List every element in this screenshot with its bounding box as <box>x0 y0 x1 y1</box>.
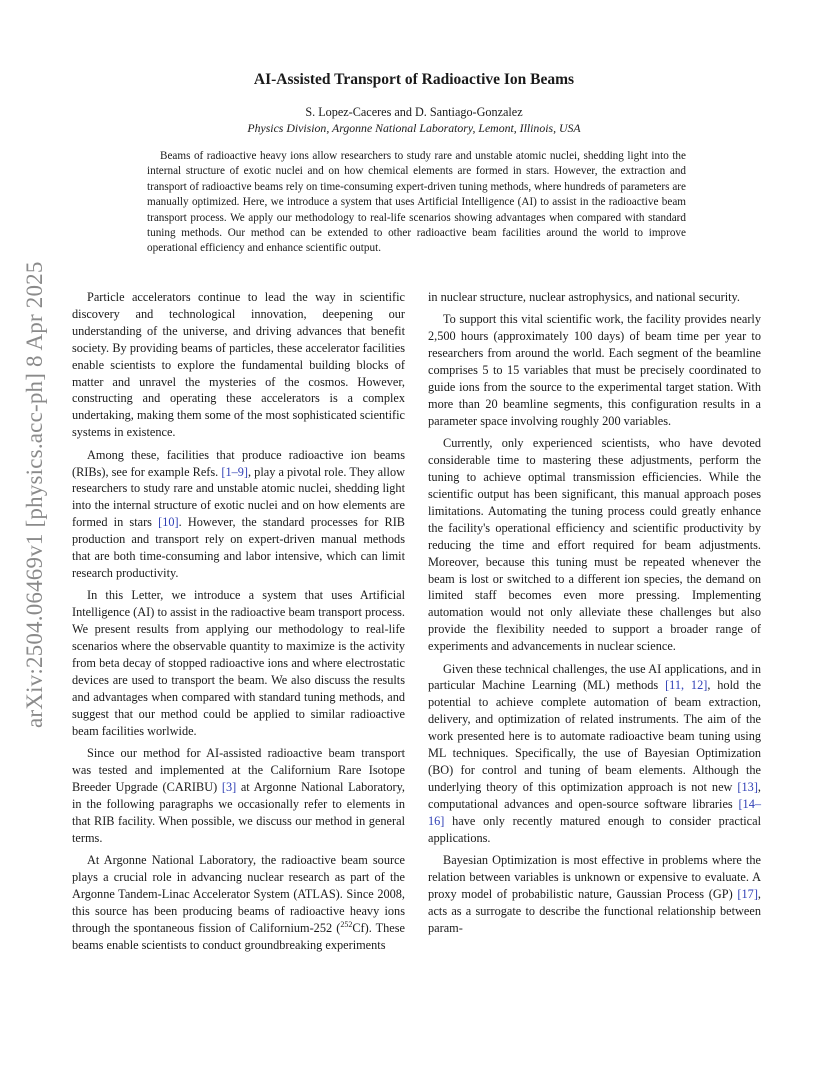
text: at Argonne National Laboratory, in the following paragraphs we occasionally refer to elements in that RIB facility. When possible, we discuss our method in general terms. <box>72 779 406 845</box>
text: have only recently matured enough to consider practical applications. <box>428 813 761 845</box>
text: At Argonne National Laboratory, the radioactive beam source plays a crucial role in advancing nuclear research as part of the Argonne Tandem-Linac Accelerator System (ATLAS). Since 2008, this source has been producing beams of radioactive heavy ions through the spontaneous fission of Californium-252 ( <box>72 853 405 935</box>
left-column <box>72 289 405 959</box>
paragraph: In this Letter, we introduce a system that uses Artificial Intelligence (AI) to assist in the radioactive beam transport process. We present results from applying our methodology to real-life scenarios where the observable quantity to maximize is the activity from beta decay of stopped radioactive ions and where electrostatic devices are used to transport the beam. We also discuss the results and advantages when compared with standard tuning methods, and suggest that our method could be applied to similar radioactive beam facilities worlwide. <box>72 588 405 738</box>
text: Given these technical challenges, the use AI applications, and in particular Machine Learning (ML) methods <box>428 661 761 693</box>
text: Bayesian Optimization is most effective in problems where the relation between variables is unknown or expensive to evaluate. A proxy model of probabilistic nature, Gaussian Process (GP) <box>428 853 761 901</box>
text: , hold the potential to achieve complete automation of beam extraction, delivery, and optimization of related instruments. The aim of the work presented here is to automate radioactive beam tuning using ML techniques. Specifically, the use of Bayesian Optimization (BO) for control and tuning of beam elements. Although the underlying theory of this optimization approach is not new <box>428 678 762 794</box>
text: Cf). These beams enable scientists to conduct groundbreaking experiments <box>72 920 405 952</box>
text: , acts as a surrogate to describe the functional relationship between param- <box>428 886 761 935</box>
text: , play a pivotal role. They allow researchers to study rare and unstable atomic nuclei, shedding light into the internal structure of exotic nuclei and on how elements are formed in stars <box>72 464 406 530</box>
citation-link[interactable]: [13] <box>737 779 758 794</box>
right-column <box>428 289 761 942</box>
paragraph <box>72 447 405 582</box>
paragraph: in nuclear structure, nuclear astrophysics, and national security. <box>428 290 740 304</box>
authors: S. Lopez-Caceres and D. Santiago-Gonzalez <box>305 105 523 119</box>
paper-title: AI-Assisted Transport of Radioactive Ion Beams <box>253 71 575 88</box>
paragraph <box>428 852 761 937</box>
text: . However, the standard processes for RIB production and transport rely on expert-driven manual methods that are both time-consuming and labor intensive, which can limit research productivity. <box>72 515 405 580</box>
abstract: Beams of radioactive heavy ions allow researchers to study rare and unstable atomic nuclei, shedding light into the internal structure of exotic nuclei and on how chemical elements are formed in stars. However, the extraction and transport of radioactive beams rely on time-consuming expert-driven tuning methods, where hundreds of parameters are manually optimized. Here, we introduce a system that uses Artificial Intelligence (AI) to assist in the radioactive beam transport process. We apply our methodology to real-life scenarios showing advantages when compared with standard tuning methods. Our method can be extended to other radioactive beam facilities around the world to improve operational efficiency and enhance scientific output. <box>147 150 686 255</box>
superscript: 252 <box>340 919 353 929</box>
citation-link[interactable]: [17] <box>737 886 758 901</box>
paragraph <box>428 661 761 847</box>
citation-link[interactable]: [3] <box>221 779 237 794</box>
affiliation: Physics Division, Argonne National Laboratory, Lemont, Illinois, USA <box>247 121 581 135</box>
paragraph <box>72 852 405 953</box>
paragraph: Currently, only experienced scientists, who have devoted considerable time to mastering these adjustments, perform the tuning to achieve optimal transmission efficiencies. While the scientific output has been significant, this manual approach poses limitations. Automating the tuning process could greatly enhance the facility's operational efficiency and scientific productivity by reducing the time and effort required for beam adjustments. Moreover, because this tuning must be repeated whenever the beam is lost or switched to a different ion species, the demand on limited staff becomes even more pressing. Implementing automation would not only alleviate these challenges but also provide the flexibility needed to support a broader range of experiments and advancements in nuclear science. <box>428 436 761 654</box>
paragraph <box>72 745 405 846</box>
paragraph: To support this vital scientific work, the facility provides nearly 2,500 hours (approximately 100 days) of beam time per year to researchers from around the world. Each segment of the beamline comprises 5 to 15 variables that must be precisely coordinated to guide ions from the source to the experimental target station. With more than 20 beamline segments, this configuration results in a parameter space involving roughly 200 variables. <box>428 312 761 428</box>
arxiv-identifier: arXiv:2504.06469v1 [physics.acc-ph] 8 Apr 2025 <box>22 261 47 728</box>
text: Since our method for AI-assisted radioactive beam transport was tested and implemented at the Californium Rare Isotope Breeder Upgrade (CARIBU) <box>72 746 405 794</box>
citation-link[interactable]: [11, 12] <box>665 678 708 693</box>
text: , computational advances and open-source software libraries <box>428 779 761 811</box>
citation-link[interactable]: [1–9] <box>221 464 248 479</box>
citation-link[interactable]: [14–16] <box>428 796 761 828</box>
citation-link[interactable]: [10] <box>158 515 179 530</box>
text: Among these, facilities that produce radioactive ion beams (RIBs), see for example Refs. <box>72 447 405 479</box>
paragraph: Particle accelerators continue to lead the way in scientific discovery and technological innovation, deepening our understanding of the universe, and driving advances that benefit society. By providing beams of particles, these accelerator facilities enable scientists to explore the fundamental building blocks of matter and unravel the mysteries of the cosmos. However, constructing and operating these accelerators is a complex undertaking, making them some of the most sophisticated scientific systems in existence. <box>72 290 405 440</box>
